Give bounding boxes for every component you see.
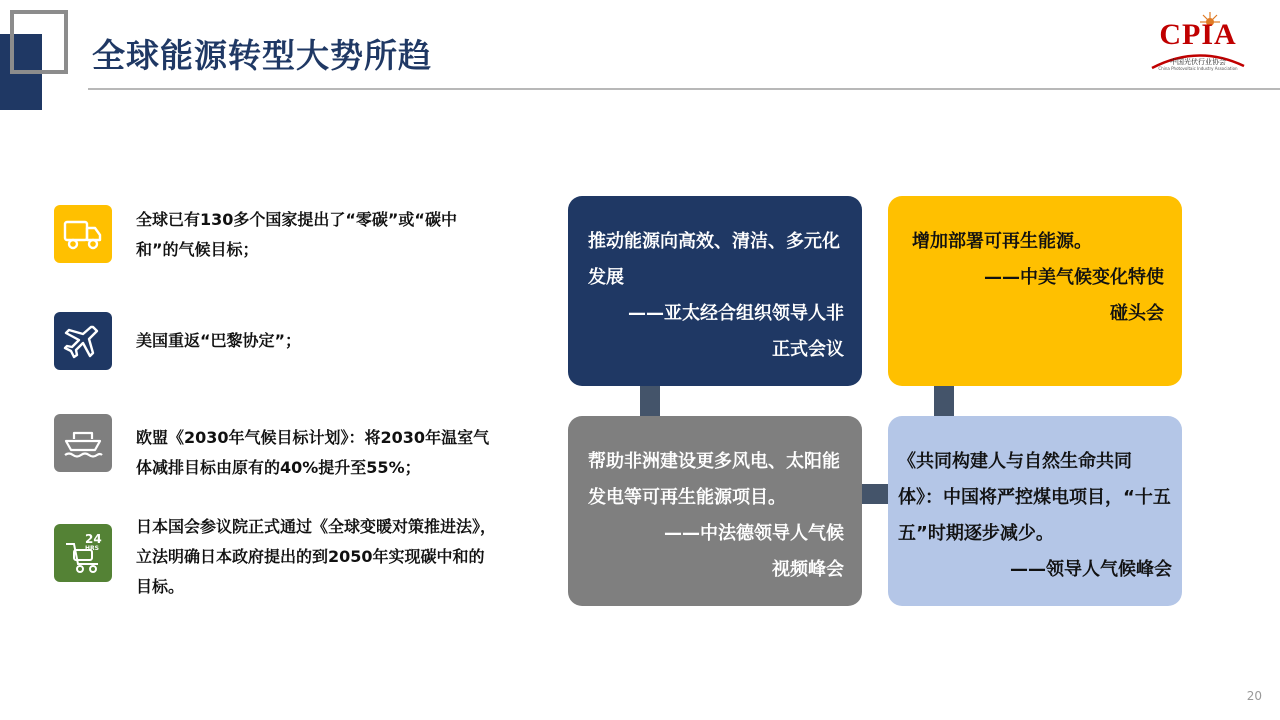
svg-text:HRS: HRS <box>85 545 99 552</box>
quote-box-sino-us <box>888 196 1182 386</box>
quote-source-cont: 正式会议 <box>772 339 844 360</box>
page-number: 20 <box>1246 689 1262 703</box>
connector-vertical-left <box>640 384 660 418</box>
quote-source: ——中法德领导人气候 <box>664 523 844 544</box>
quote-source: ——领导人气候峰会 <box>1010 559 1172 580</box>
connector-horizontal <box>860 484 890 504</box>
quote-box-china-france-germany <box>568 416 862 606</box>
logo-wordmark: CPIA <box>1159 18 1237 51</box>
header-divider <box>88 88 1280 90</box>
quote-box-apec <box>568 196 862 386</box>
24hrs-delivery-icon <box>54 524 112 582</box>
quote-source: ——亚太经合组织领导人非 <box>628 303 844 324</box>
truck-icon <box>54 205 112 263</box>
list-item: 欧盟《2030年气候目标计划》：将2030年温室气体减排目标由原有的40%提升至55%； <box>136 428 490 477</box>
svg-text:24: 24 <box>85 532 102 546</box>
quote-box-leaders-summit <box>888 416 1182 606</box>
page-title: 全球能源转型大势所趋 <box>92 36 432 75</box>
logo-subtitle-en: China Photovoltaic Industry Association <box>1158 66 1238 71</box>
quote-body: 推动能源向高效、清洁、多元化发展 <box>588 231 840 288</box>
ship-icon <box>54 414 112 472</box>
quote-source-cont: 碰头会 <box>1110 303 1164 324</box>
quote-body: 《共同构建人与自然生命共同体》：中国将严控煤电项目，“十五五”时期逐步减少。 <box>898 451 1171 544</box>
list-item: 全球已有130多个国家提出了“零碳”或“碳中和”的气候目标； <box>136 210 457 259</box>
quote-source-cont: 视频峰会 <box>772 559 844 580</box>
quote-source: ——中美气候变化特使 <box>984 267 1164 288</box>
quote-body: 增加部署可再生能源。 <box>912 231 1092 252</box>
connector-vertical-right <box>934 384 954 418</box>
list-item: 美国重返“巴黎协定”； <box>136 331 302 350</box>
list-item: 日本国会参议院正式通过《全球变暖对策推进法》，立法明确日本政府提出的到2050年实现碳中和的目标。 <box>136 517 497 596</box>
logo-subtitle: 中国光伏行业协会 <box>1170 58 1226 66</box>
quote-body: 帮助非洲建设更多风电、太阳能发电等可再生能源项目。 <box>588 451 840 508</box>
corner-accent-frame <box>10 10 68 74</box>
airplane-icon <box>54 312 112 370</box>
